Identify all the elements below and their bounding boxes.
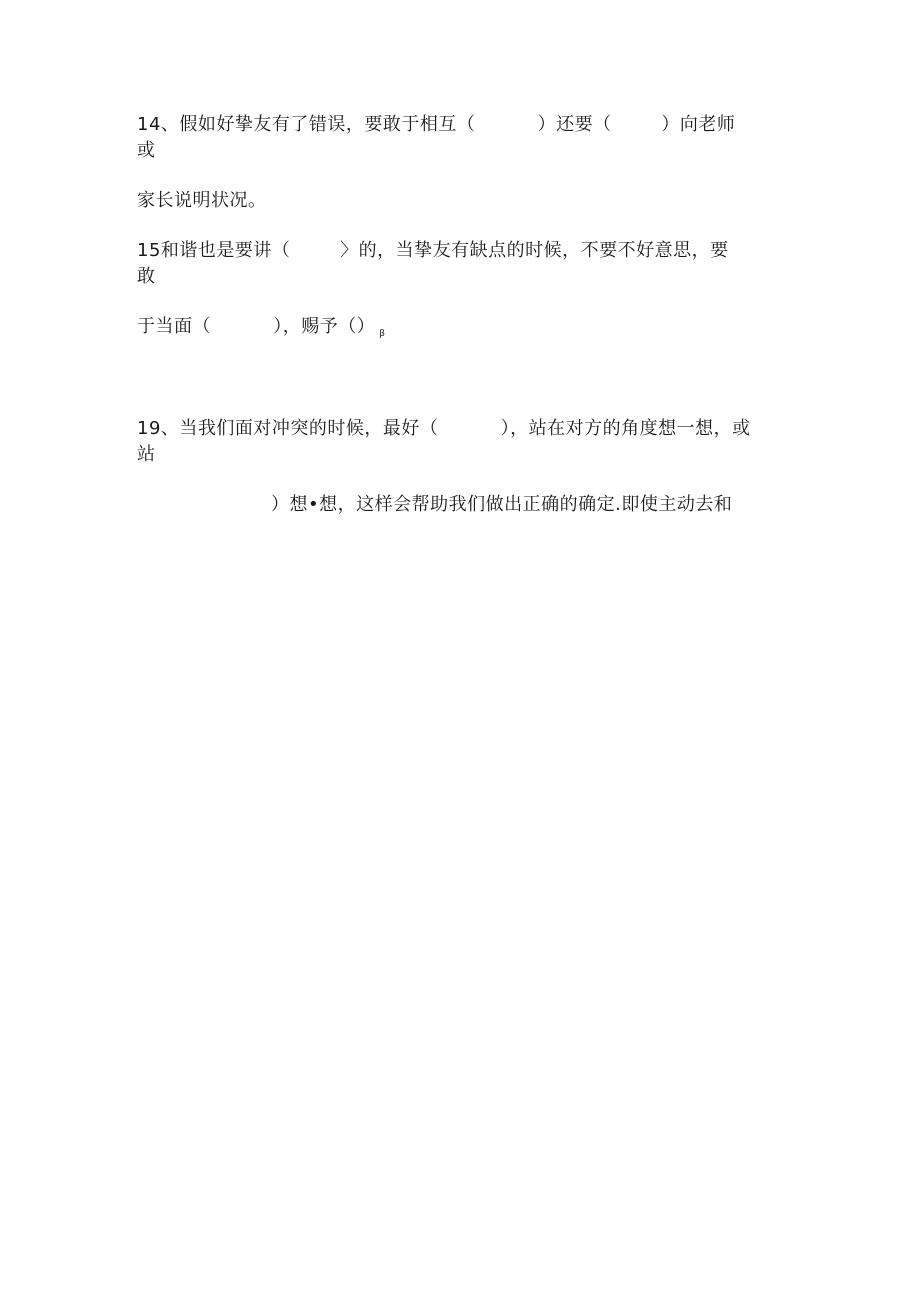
- q15-line-1: 15和谐也是要讲（ 〉的，当挚友有缺点的时候，不要不好意思，要: [137, 240, 729, 261]
- q15-line-3-mark: β: [379, 329, 386, 339]
- q14-line-3: 家长说明状况。: [137, 190, 267, 211]
- q15-line-3-text: 于当面（ ），赐予（）: [137, 316, 376, 337]
- q14-line-2: 或: [137, 140, 156, 161]
- q15-line-2: 敢: [137, 266, 156, 287]
- q19-line-3: ）想•想，这样会帮助我们做出正确的确定.即使主动去和: [271, 494, 733, 515]
- q19-line-1: 19、当我们面对冲突的时候，最好（ ），站在对方的角度想一想，或: [137, 418, 751, 439]
- q19-line-2: 站: [137, 444, 156, 465]
- q14-line-1: 14、假如好挚友有了错误，要敢于相互（ ）还要（ ）向老师: [137, 114, 736, 135]
- q15-line-3: [137, 315, 385, 346]
